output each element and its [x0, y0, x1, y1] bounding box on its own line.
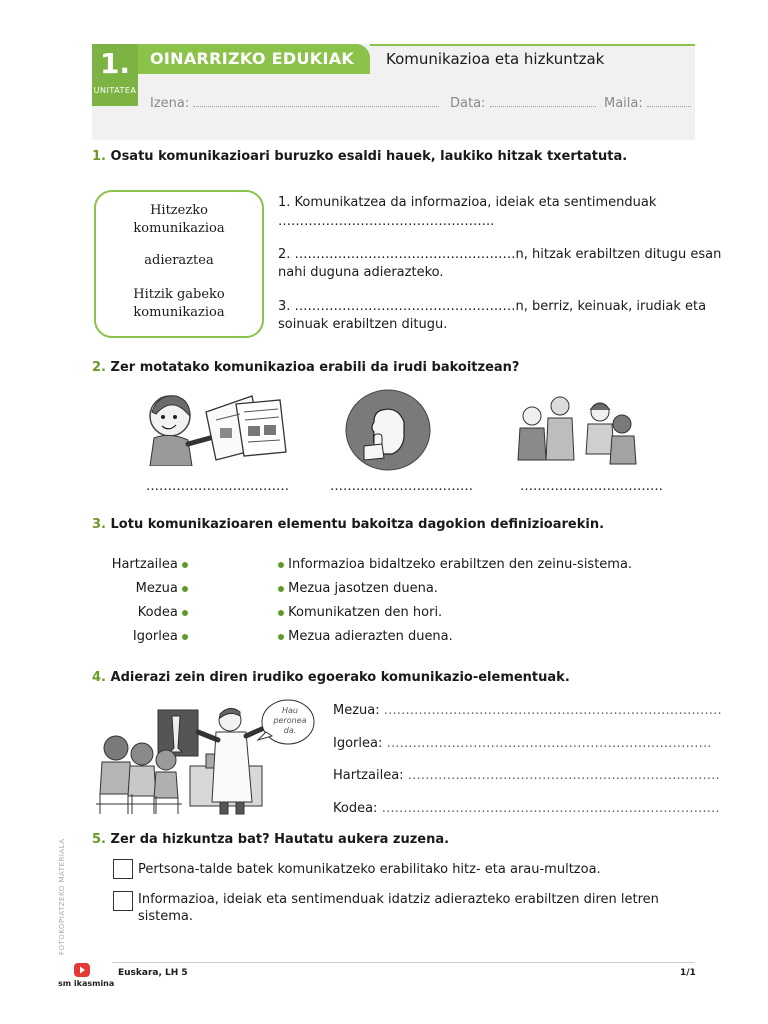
- field-igorlea[interactable]: Igorlea: …………………………………………………………………: [333, 736, 712, 751]
- date-label: Data:: [450, 96, 486, 111]
- match-dot[interactable]: [182, 562, 188, 568]
- field-mezua[interactable]: Mezua: ……………………………………………………………………: [333, 703, 722, 718]
- question-text: Osatu komunikazioari buruzko esaldi hauek, laukiko hitzak txertatuta.: [110, 149, 628, 164]
- match-dot[interactable]: [182, 610, 188, 616]
- box-word-3: Hitzik gabeko komunikazioa: [133, 287, 225, 320]
- question-number: 1.: [92, 149, 106, 164]
- page-number: 1/1: [680, 968, 696, 978]
- question-number: 3.: [92, 517, 106, 532]
- definition-2[interactable]: Mezua jasotzen duena.: [278, 580, 438, 598]
- term-mezua[interactable]: Mezua: [92, 580, 188, 598]
- question-number: 4.: [92, 670, 106, 685]
- match-dot[interactable]: [278, 586, 284, 592]
- footer-rule: [112, 962, 695, 963]
- field-kodea[interactable]: Kodea: ……………………………………………………………………: [333, 801, 720, 816]
- question-2: [92, 360, 519, 375]
- header-rule: [370, 44, 695, 46]
- girl-reading-newspaper-image: [140, 390, 288, 466]
- sentence-1-blank[interactable]: …………………………………………..: [278, 214, 495, 229]
- subject-title: Komunikazioa eta hizkuntzak: [386, 50, 605, 68]
- question-text: Adierazi zein diren irudiko egoerako komunikazio-elementuak.: [110, 670, 570, 685]
- term-kodea[interactable]: Kodea: [92, 604, 188, 622]
- answer-blank-2[interactable]: ……………………………: [330, 479, 473, 494]
- match-dot[interactable]: [278, 562, 284, 568]
- unit-label: UNITATEA: [93, 86, 137, 95]
- name-label: Izena:: [150, 96, 190, 111]
- level-label: Maila:: [604, 96, 643, 111]
- box-word-2: adieraztea: [144, 253, 214, 268]
- footer-doc: Euskara, LH 5: [118, 968, 188, 978]
- brand-logo-text: sm ikasmina: [58, 979, 115, 988]
- option-2-text-line-2: sistema.: [138, 909, 194, 924]
- match-dot[interactable]: [182, 634, 188, 640]
- question-4: [92, 670, 570, 685]
- name-field[interactable]: [150, 96, 439, 111]
- question-3: [92, 517, 604, 532]
- unit-number: 1.: [99, 47, 131, 80]
- definition-1[interactable]: Informazioa bidaltzeko erabiltzen den zeinu-sistema.: [278, 556, 632, 574]
- date-blank[interactable]: [490, 96, 596, 107]
- question-text: Lotu komunikazioaren elementu bakoitza dagokion definizioarekin.: [110, 517, 605, 532]
- field-hartzailea[interactable]: Hartzailea: ………………………………………………………………: [333, 768, 720, 783]
- sentence-3-line-1[interactable]: 3. ……………………………………………n, berriz, keinuak, irudiak eta: [278, 299, 707, 314]
- question-1: [92, 149, 627, 164]
- level-field[interactable]: [604, 96, 691, 111]
- term-hartzailea[interactable]: Hartzailea: [92, 556, 188, 574]
- sentence-2-line-1[interactable]: 2. ……………………………………………n, hitzak erabiltzen ditugu esan: [278, 247, 722, 262]
- sentence-2-line-2: nahi duguna adierazteko.: [278, 265, 444, 280]
- question-number: 5.: [92, 832, 106, 847]
- group-of-people-image: [514, 394, 642, 466]
- question-5: [92, 832, 449, 847]
- sentence-1-line-1: 1. Komunikatzea da informazioa, ideiak eta sentimenduak: [278, 195, 657, 210]
- sentence-3-line-2: soinuak erabiltzen ditugu.: [278, 317, 448, 332]
- side-note: FOTOKOPIATZEKO MATERIALA: [58, 838, 66, 955]
- definition-3[interactable]: Komunikatzen den hori.: [278, 604, 442, 622]
- play-logo-icon: [74, 963, 90, 977]
- option-1-text: Pertsona-talde batek komunikatzeko erabilitako hitz- eta arau-multzoa.: [138, 862, 601, 877]
- match-dot[interactable]: [182, 586, 188, 592]
- question-text: Zer motatako komunikazioa erabili da irudi bakoitzean?: [110, 360, 520, 375]
- option-2-text-line-1: Informazioa, ideiak eta sentimenduak idatziz adierazteko erabiltzen diren letren: [138, 892, 659, 907]
- section-title: OINARRIZKO EDUKIAK: [150, 49, 355, 68]
- question-text: Zer da hizkuntza bat? Hautatu aukera zuzena.: [110, 832, 450, 847]
- question-number: 2.: [92, 360, 106, 375]
- answer-blank-1[interactable]: ……………………………: [146, 479, 289, 494]
- silence-gesture-image: [344, 388, 432, 472]
- match-dot[interactable]: [278, 610, 284, 616]
- speech-bubble-text: Hau peronea da.: [273, 706, 307, 735]
- box-word-1: Hitzezko komunikazioa: [133, 203, 225, 236]
- level-blank[interactable]: [647, 96, 691, 107]
- term-igorlea[interactable]: Igorlea: [92, 628, 188, 646]
- answer-blank-3[interactable]: ……………………………: [520, 479, 663, 494]
- match-dot[interactable]: [278, 634, 284, 640]
- definition-4[interactable]: Mezua adierazten duena.: [278, 628, 453, 646]
- option-1-checkbox[interactable]: [113, 859, 133, 879]
- option-2-checkbox[interactable]: [113, 891, 133, 911]
- date-field[interactable]: [450, 96, 596, 111]
- name-blank[interactable]: [193, 96, 439, 107]
